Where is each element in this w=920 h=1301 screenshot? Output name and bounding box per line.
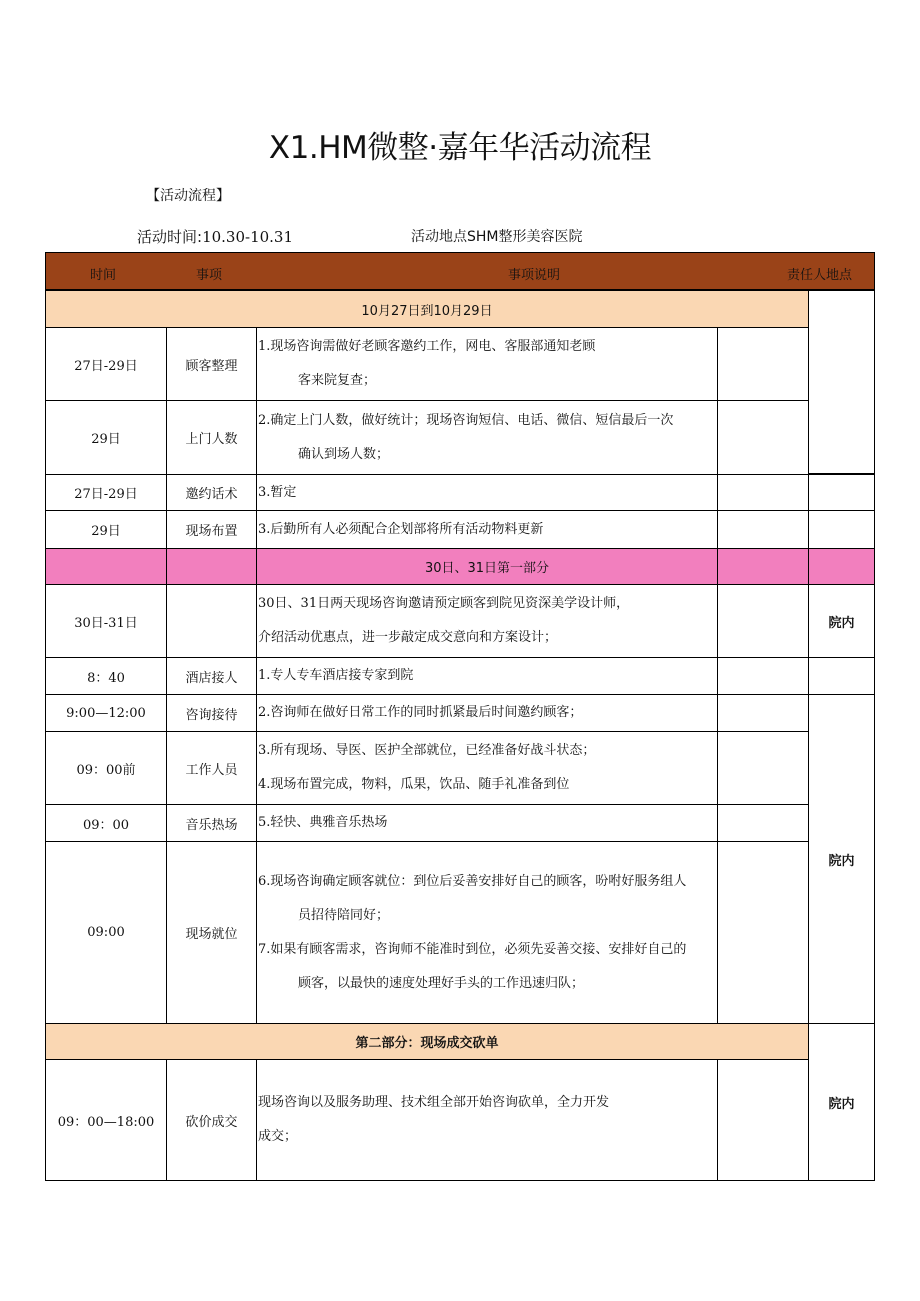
- desc-line: 5.轻快、典雅音乐热场: [258, 815, 388, 830]
- person-cell: [717, 327, 809, 401]
- header-item: 事项: [196, 268, 223, 283]
- loc-cell: [808, 510, 875, 549]
- band-pink-time: [45, 548, 167, 585]
- row-desc: [256, 1059, 718, 1181]
- band-pink-person: [717, 548, 809, 585]
- row-desc: [256, 584, 718, 658]
- row-desc: [256, 731, 718, 805]
- person-cell: [717, 841, 809, 1024]
- row-item: 邀约话术: [166, 474, 257, 511]
- row-desc: [256, 510, 718, 549]
- desc-line: 1.现场咨询需做好老顾客邀约工作，网电、客服部通知老顾: [258, 339, 596, 354]
- section-label: 【活动流程】: [146, 188, 230, 204]
- row-item: 砍价成交: [166, 1059, 257, 1181]
- desc-line: 2.确定上门人数，做好统计；现场咨询短信、电话、微信、短信最后一次: [258, 412, 674, 428]
- desc-line: 1.专人专车酒店接专家到院: [258, 668, 414, 683]
- row-desc: [256, 804, 718, 842]
- row-time: 09:00: [45, 841, 167, 1024]
- person-cell: [717, 694, 809, 732]
- row-time: 09：00—18:00: [45, 1059, 167, 1181]
- desc-line: 4.现场布置完成，物料，瓜果，饮品、随手礼准备到位: [258, 777, 570, 792]
- location-cell: 院内: [808, 1023, 875, 1181]
- location-cell: 院内: [808, 584, 875, 658]
- desc-line: 确认到场人数；: [298, 446, 390, 462]
- band-oct27-29: 10月27日到10月29日: [45, 290, 809, 328]
- desc-line: 3.暂定: [258, 484, 297, 500]
- desc-line: 成交；: [258, 1129, 298, 1144]
- row-item: 现场布置: [166, 510, 257, 549]
- row-time: 8：40: [45, 657, 167, 695]
- row-item: 工作人员: [166, 731, 257, 805]
- row-item: 现场就位: [166, 841, 257, 1024]
- desc-line: 顾客，以最快的速度处理好手头的工作迅速归队；: [298, 975, 585, 991]
- person-cell: [717, 1059, 809, 1181]
- row-time: 29日: [45, 510, 167, 549]
- row-desc: [256, 474, 718, 511]
- desc-line: 3.所有现场、导医、医护全部就位，已经准备好战斗状态；: [258, 743, 596, 758]
- row-item: 上门人数: [166, 400, 257, 475]
- desc-line: 7.如果有顾客需求，咨询师不能准时到位，必须先妥善交接、安排好自己的: [258, 941, 687, 957]
- desc-line: 2.咨询师在做好日常工作的同时抓紧最后时间邀约顾客；: [258, 705, 583, 720]
- row-item: 咨询接待: [166, 694, 257, 732]
- desc-line: 6.现场咨询确定顾客就位：到位后妥善安排好自己的顾客，吩咐好服务组人: [258, 873, 687, 889]
- person-cell: [717, 400, 809, 475]
- row-item: [166, 584, 257, 658]
- person-cell: [717, 584, 809, 658]
- person-cell: [717, 510, 809, 549]
- band-part2: 第二部分：现场成交砍单: [45, 1023, 809, 1060]
- band-oct30-31-part1: 30日、31日第一部分: [256, 548, 718, 585]
- band-pink-loc: [808, 548, 875, 585]
- row-item: 酒店接人: [166, 657, 257, 695]
- row-desc: [256, 657, 718, 695]
- row-desc: [256, 400, 718, 475]
- desc-line: 30日、31日两天现场咨询邀请预定顾客到院见资深美学设计师，: [258, 596, 630, 611]
- time-label: 活动时间:: [137, 228, 203, 246]
- person-cell: [717, 657, 809, 695]
- row-desc: [256, 327, 718, 401]
- loc-cell: [808, 657, 875, 695]
- person-cell: [717, 804, 809, 842]
- band-pink-item: [166, 548, 257, 585]
- page-title: X1.HM微整·嘉年华活动流程: [268, 130, 652, 166]
- activity-location: 活动地点SHM整形美容医院: [411, 229, 583, 245]
- header-time: 时间: [90, 268, 117, 283]
- location-cell-group: 院内: [808, 694, 875, 1024]
- table-header-row: [45, 252, 875, 290]
- loc-cell-group1: [808, 290, 875, 474]
- desc-line: 介绍活动优惠点，进一步敲定成交意向和方案设计；: [258, 630, 558, 645]
- desc-line: 3.后勤所有人必须配合企划部将所有活动物料更新: [258, 521, 544, 537]
- row-item: 顾客整理: [166, 327, 257, 401]
- header-desc: 事项说明: [508, 268, 561, 283]
- time-value: 10.30-10.31: [202, 228, 294, 246]
- row-item: 音乐热场: [166, 804, 257, 842]
- row-desc: [256, 694, 718, 732]
- row-time: 29日: [45, 400, 167, 475]
- row-time: 09：00前: [45, 731, 167, 805]
- desc-line: 客来院复查；: [298, 373, 377, 388]
- row-desc: [256, 841, 718, 1024]
- person-cell: [717, 474, 809, 511]
- desc-line: 现场咨询以及服务助理、技术组全部开始咨询砍单，全力开发: [258, 1095, 610, 1110]
- header-person-loc: 责任人地点: [787, 268, 853, 283]
- activity-time: [137, 226, 293, 247]
- row-time: 27日-29日: [45, 474, 167, 511]
- desc-line: 员招待陪同好；: [298, 907, 390, 923]
- loc-cell: [808, 474, 875, 511]
- row-time: 27日-29日: [45, 327, 167, 401]
- row-time: 09：00: [45, 804, 167, 842]
- row-time: 9:00—12:00: [45, 694, 167, 732]
- row-time: 30日-31日: [45, 584, 167, 658]
- person-cell: [717, 731, 809, 805]
